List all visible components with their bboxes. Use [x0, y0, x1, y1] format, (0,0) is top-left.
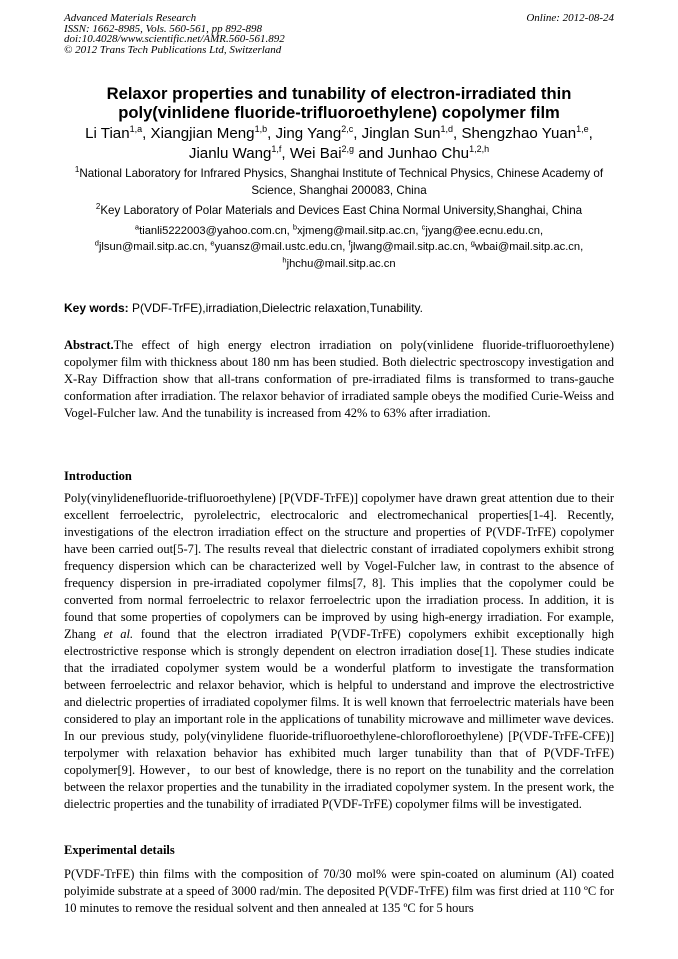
email[interactable]: $^h$jhchu@mail.sitp.ac.cn [282, 254, 396, 270]
author-list: Li Tian$^{1,a}$, Xiangjian Meng$^{1,b}$, Jing Yang$^{2,c}$, Jinglan Sun$^{1,d}$, Shengzhao Yuan$^{1,e}$, Jianlu Wang$^{1,f}$, Wei Bai$^{2,g}$ and Junhao Chu$^{1,2,h}$ [85, 123, 593, 162]
email[interactable]: $^e$yuansz@mail.ustc.edu.cn [210, 238, 343, 254]
email[interactable]: $^a$tianli5222003@yahoo.com.cn [134, 222, 287, 237]
title-line-1: Relaxor properties and tunability of electron-irradiated thin [106, 84, 572, 103]
authors-and: and [358, 144, 384, 162]
abstract [64, 337, 614, 422]
keywords-text: P(VDF-TrFE),irradiation,Dielectric relaxation,Tunability. [132, 301, 423, 315]
affiliation-1: $^1$National Laboratory for Infrared Physics, Shanghai Institute of Technical Physics, Chinese Academy of Science, Shanghai 200083, China [74, 165, 604, 197]
email[interactable]: $^g$wbai@mail.sitp.ac.cn [470, 238, 581, 254]
author: Jing Yang$^{2,c}$ [275, 123, 354, 142]
author: Shengzhao Yuan$^{1,e}$ [461, 123, 589, 142]
online-date: Online: 2012-08-24 [526, 12, 614, 24]
introduction-body: Poly(vinylidenefluoride-trifluoroethylene) [P(VDF-TrFE)] copolymer have drawn great attention due to their excellent ferroelectric, pyrolelectric, electrocaloric and electromechanical properties[1-4]. Recently, investigations of the electron irradiation effect on the structure and properties of P(VDF-TrFE) copolymer have been carried out[5-7]. The results reveal that dielectric constant of irradiated copolymers exhibit strong frequency dispersion which can be characterized well by Vogel-Fulcher law, in contrast to the absence of frequency dispersion in pre-irradiated copolymer films[7, 8]. This implies that the copolymer could be converted from normal ferroelectric to relaxor ferroelectric upon the irradiation process. In addition, it is found that some properties of copolymers can be improved by using high-energy irradiation. For example, Zhang et al. found that the electron irradiated P(VDF-TrFE) copolymers exhibit exceptionally high electrostrictive response which is strongly dependent on electron irradiation dose[1]. These studies indicate that the irradiated copolymer system would be a wonderful platform to investigate the transformation between ferroelectric and relaxor behavior, which is helpful to understand and improve the electrostrictive and dielectric properties of irradiated copolymer films. It is well known that ferroelectric materials have been considered to play an important role in the applications of tunability microwave and millimeter wave devices. In our previous study, poly(vinylidene fluoride-trifluoroethylene-chlorofloroethylene) [P(VDF-TrFE-CFE)] terpolymer with relaxation behavior has exhibited much larger tunability than that of P(VDF-TrFE) copolymer[9]. However，to our best of knowledge, there is no report on the tunability and the correlation between the relaxor properties and the tunability in the irradiated copolymer system. In the present work, the dielectric properties and the tunability of irradiated P(VDF-TrFE) copolymer films will be investigated. [64, 491, 614, 811]
introduction-heading: Introduction [64, 469, 132, 483]
author: Wei Bai$^{2,g}$ [289, 143, 355, 162]
author: Jinglan Sun$^{1,d}$ [361, 123, 454, 142]
keywords-label: Key words: [64, 301, 129, 315]
journal-name: Advanced Materials Research [64, 12, 197, 24]
affiliation-2: $^2$Key Laboratory of Polar Materials and Devices East China Normal University,Shanghai, China [95, 202, 583, 217]
author: Xiangjian Meng$^{1,b}$ [150, 123, 268, 142]
author-emails: $^a$tianli5222003@yahoo.com.cn, $^b$xjmeng@mail.sitp.ac.cn, $^c$jyang@ee.ecnu.edu.cn, $^d$jlsun@mail.sitp.ac.cn, $^e$yuansz@mail.ustc.edu.cn, $^f$jlwang@mail.sitp.ac.cn, $^g$wbai@mail.sitp.ac.cn, $^h$jhchu@mail.sitp.ac.cn [94, 222, 584, 270]
paper-title [64, 84, 614, 122]
doi-line: doi:10.4028/www.scientific.net/AMR.560-561.892 [64, 33, 285, 46]
journal-header [64, 13, 285, 55]
email[interactable]: $^b$xjmeng@mail.sitp.ac.cn [292, 222, 416, 237]
title-line-2: poly(vinlidene fluoride-trifluoroethylene) copolymer film [118, 103, 560, 122]
experimental-heading: Experimental details [64, 843, 175, 857]
email[interactable]: $^f$jlwang@mail.sitp.ac.cn [348, 238, 465, 254]
abstract-label: Abstract. [64, 338, 114, 352]
issn-line: ISSN: 1662-8985, Vols. 560-561, pp 892-898 [64, 22, 262, 35]
abstract-text: The effect of high energy electron irradiation on poly(vinlidene fluoride-trifluoroethylene) copolymer film with thickness about 180 nm has been studied. Both dielectric spectroscopy investigation and X-Ray Diffraction show that all-trans conformation of pre-irradiated films is transformed to trans-gauche conformation after irradiation. The relaxor behavior of irradiated sample obeys the modified Curie-Weiss and Vogel-Fulcher law. And the tunability is increased from 42% to 63% after irradiation. [64, 338, 614, 420]
author: Jianlu Wang$^{1,f}$ [188, 143, 282, 162]
copyright-line: © 2012 Trans Tech Publications Ltd, Switzerland [64, 43, 282, 56]
email[interactable]: $^c$jyang@ee.ecnu.edu.cn [421, 222, 540, 237]
author: Li Tian$^{1,a}$ [85, 123, 143, 142]
keywords [64, 301, 423, 315]
experimental-body: P(VDF-TrFE) thin films with the composition of 70/30 mol% were spin-coated on aluminum (Al) coated polyimide substrate at a speed of 3000 rad/min. The deposited P(VDF-TrFE) film was first dried at 110 ºC for 10 minutes to remove the residual solvent and then annealed at 135 ºC for 5 hours [64, 867, 614, 915]
email[interactable]: $^d$jlsun@mail.sitp.ac.cn [94, 238, 205, 254]
author: Junhao Chu$^{1,2,h}$ [387, 143, 490, 162]
